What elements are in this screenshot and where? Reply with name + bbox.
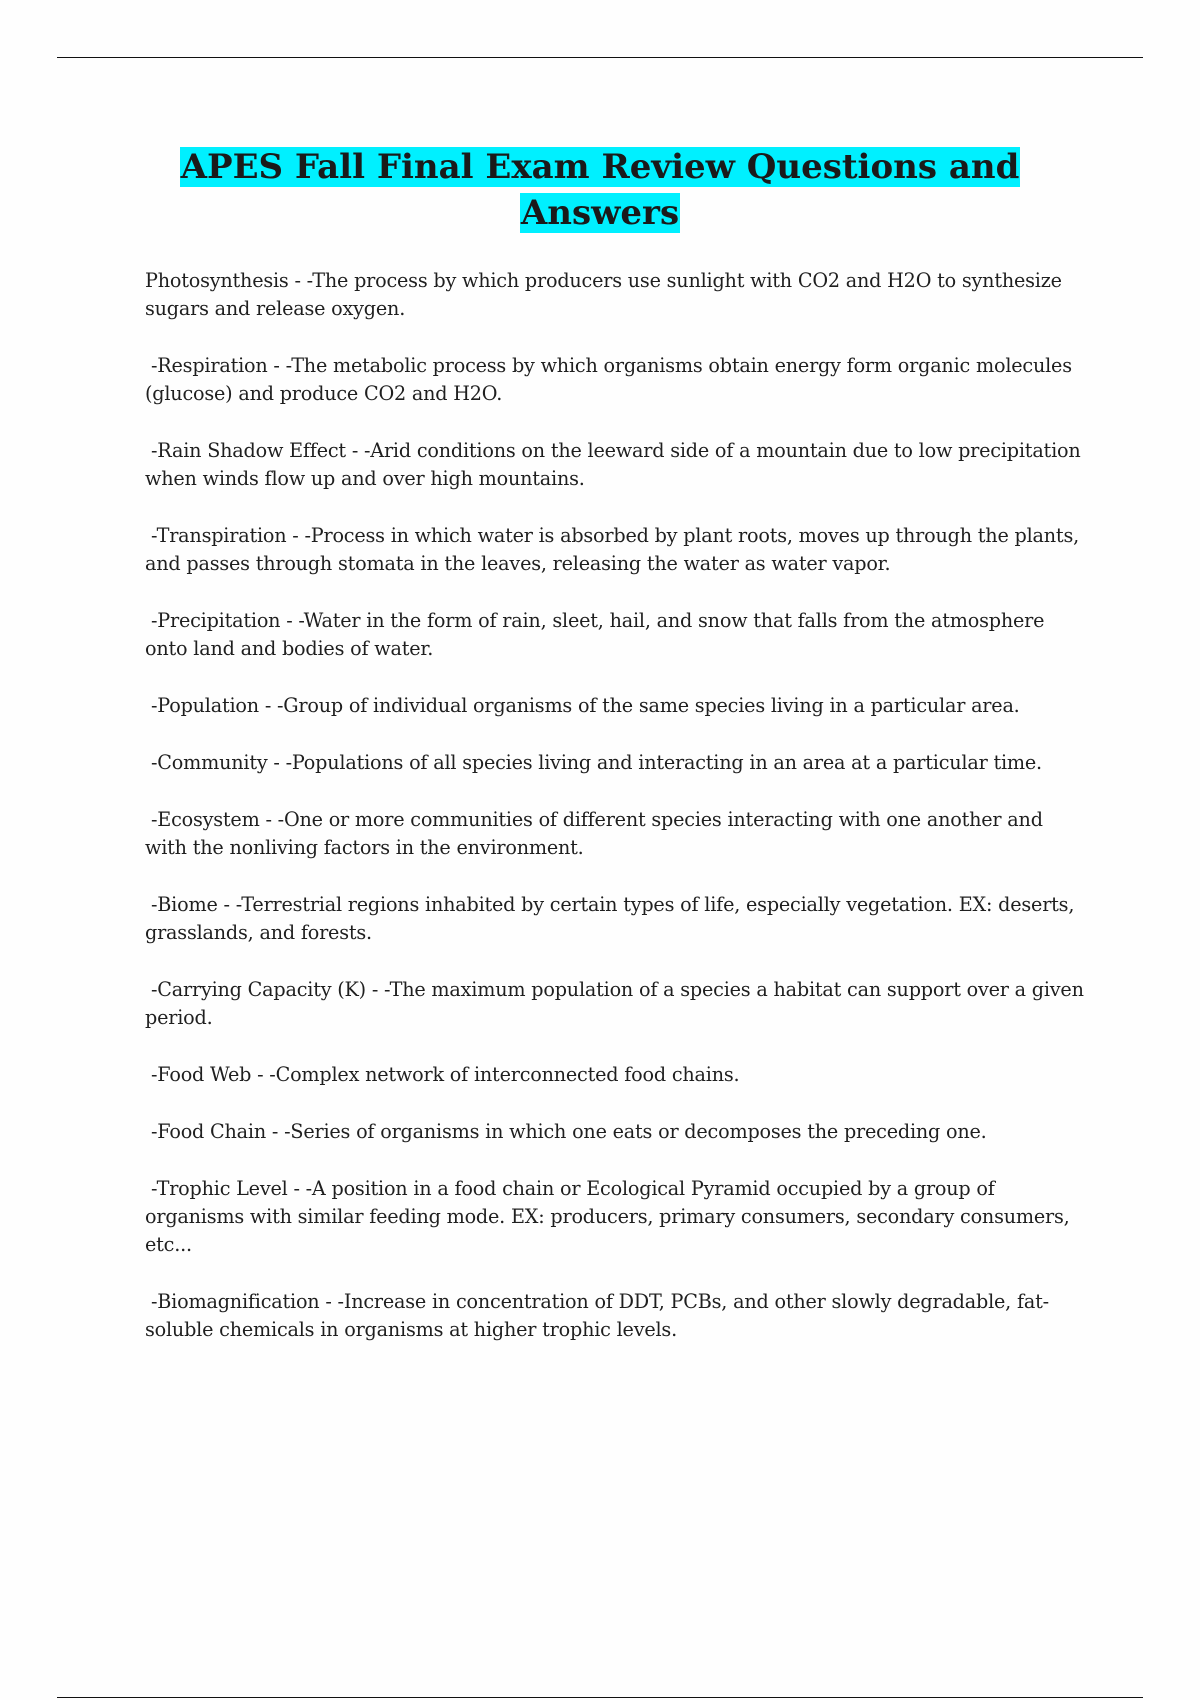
title-line-2	[0, 190, 1200, 236]
term-entry-biomagnification: -Biomagnification - -Increase in concentration of DDT, PCBs, and other slowly degradable, fat-soluble chemicals in organisms at higher trophic levels.	[145, 1290, 1049, 1341]
term-entry-precipitation: -Precipitation - -Water in the form of rain, sleet, hail, and snow that falls from the atmosphere onto land and bodies of water.	[145, 609, 1045, 660]
top-rule	[57, 57, 1143, 58]
term-entry-carrying-capacity: -Carrying Capacity (K) - -The maximum population of a species a habitat can support over a given period.	[145, 978, 1084, 1029]
term-entry-ecosystem: -Ecosystem - -One or more communities of different species interacting with one another and with the nonliving factors in the environment.	[145, 808, 1043, 859]
document-title	[0, 144, 1200, 236]
term-entry-rain-shadow-effect: -Rain Shadow Effect - -Arid conditions on the leeward side of a mountain due to low precipitation when winds flow up and over high mountains.	[145, 439, 1081, 490]
term-list	[145, 267, 1085, 1373]
title-line-1-text: APES Fall Final Exam Review Questions and	[180, 147, 1020, 187]
term-entry-photosynthesis: Photosynthesis - -The process by which producers use sunlight with CO2 and H2O to synthesize sugars and release oxygen.	[145, 269, 1062, 320]
term-entry-population: -Population - -Group of individual organisms of the same species living in a particular area.	[151, 694, 1020, 717]
bottom-rule	[57, 1697, 1143, 1698]
title-line-2-text: Answers	[520, 193, 680, 233]
term-entry-transpiration: -Transpiration - -Process in which water is absorbed by plant roots, moves up through the plants, and passes through stomata in the leaves, releasing the water as water vapor.	[145, 524, 1079, 575]
term-entry-respiration: -Respiration - -The metabolic process by which organisms obtain energy form organic molecules (glucose) and produce CO2 and H2O.	[145, 354, 1072, 405]
term-entry-trophic-level: -Trophic Level - -A position in a food chain or Ecological Pyramid occupied by a group of organisms with similar feeding mode. EX: producers, primary consumers, secondary consumers, etc...	[145, 1177, 1070, 1256]
term-entry-community: -Community - -Populations of all species living and interacting in an area at a particular time.	[151, 751, 1042, 774]
term-entry-biome: -Biome - -Terrestrial regions inhabited by certain types of life, especially vegetation. EX: deserts, grasslands, and forests.	[145, 893, 1075, 944]
term-entry-food-web: -Food Web - -Complex network of interconnected food chains.	[151, 1063, 740, 1086]
title-line-1	[0, 144, 1200, 190]
term-entry-food-chain: -Food Chain - -Series of organisms in which one eats or decomposes the preceding one.	[151, 1120, 987, 1143]
